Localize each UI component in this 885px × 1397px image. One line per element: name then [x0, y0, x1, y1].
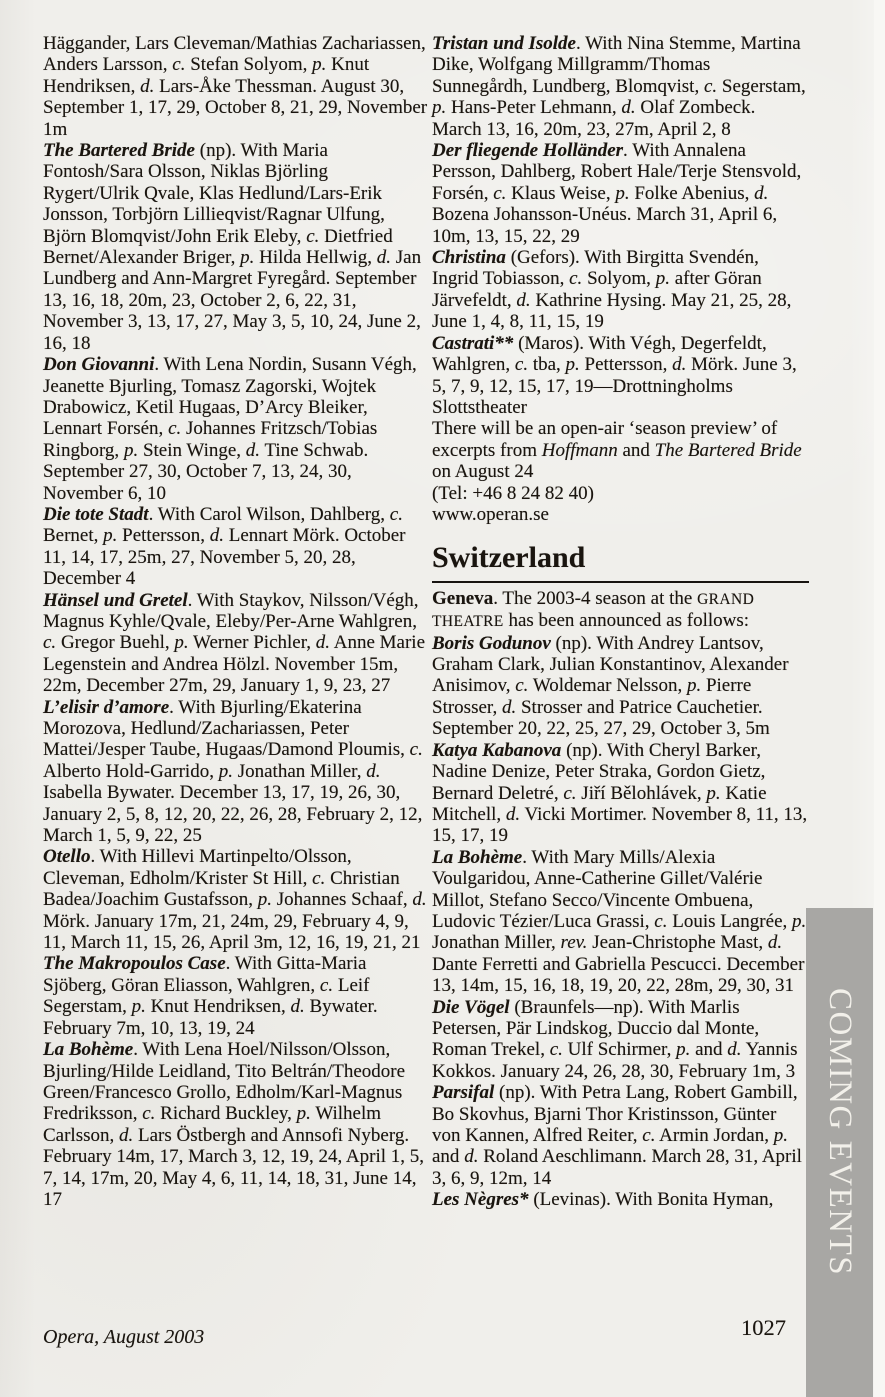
run-text: There will be an open-air ‘season preview’ of excerpts from [432, 418, 778, 461]
role-abbrev: d. [505, 803, 521, 825]
entry-text: (np). With Maria Fontosh/Sara Olsson, Niklas Björling Rygert/Ulrik Qvale, Klas Hedlund/Lars-Erik Jonsson, Torbjörn Lillieqvist/Ragnar Ulfung, Björn Blomqvist/John Erik Eleby, [43, 140, 385, 247]
opera-title: Castrati** [432, 332, 514, 354]
opera-title: Parsifal [432, 1082, 495, 1104]
opera-title: Don Giovanni [43, 354, 155, 376]
opera-entry [432, 33, 809, 140]
role-abbrev: p. [296, 1103, 311, 1125]
role-abbrev: d. [501, 696, 517, 718]
opera-entry [432, 247, 809, 333]
role-abbrev: d. [119, 1124, 134, 1146]
opera-entry [43, 953, 428, 1039]
entry-text: Johannes Schaaf, [272, 889, 413, 911]
role-abbrev: c. [306, 225, 320, 247]
coming-events-label: COMING EVENTS [822, 988, 858, 1277]
run-text: has been announced as follows: [503, 610, 750, 632]
opera-title: La Bohème [43, 1039, 134, 1061]
entry-text: Christian Badea/Joachim Gustafsson, [43, 867, 400, 911]
entry-text: Armin Jordan, [655, 1125, 774, 1146]
entry-text: Bozena Johansson-Unéus. March 31, April 6, 10m, 13, 15, 22, 29 [432, 204, 778, 247]
role-abbrev: d. [464, 1146, 479, 1168]
entry-text: Olaf Zombeck. March 13, 16, 20m, 23, 27m, April 2, 8 [432, 97, 756, 140]
entry-text: Tine Schwab. September 27, 30, October 7, 13, 24, 30, November 6, 10 [43, 439, 369, 504]
entry-text: Leif Segerstam, [43, 974, 370, 1018]
run-text: on August 24 [432, 461, 534, 483]
role-abbrev: p. [123, 439, 139, 461]
opera-title: Katya Kabanova [432, 739, 562, 761]
entry-text: . With Bjurling/Ekaterina Morozova, Hedlund/Zachariassen, Peter Mattei/Jesper Taube, Hugaas/Damond Ploumis, [43, 696, 410, 761]
entry-text: Solyom, [582, 268, 656, 290]
role-abbrev: d. [209, 525, 225, 547]
role-abbrev: c. [312, 867, 326, 889]
role-abbrev: d. [621, 97, 636, 119]
entry-text: (Tel: +46 8 24 82 40) [432, 482, 594, 504]
entry-text: Pierre Strosser, [432, 675, 752, 718]
role-abbrev: rev. [560, 932, 588, 954]
role-abbrev: p. [676, 1039, 691, 1061]
role-abbrev: c. [172, 54, 186, 76]
role-abbrev: c. [642, 1125, 656, 1146]
entry-text: Jonathan Miller, [432, 932, 561, 954]
role-abbrev: p. [131, 996, 146, 1018]
entry-text: Pettersson, [579, 354, 673, 376]
entry-text: (Gefors). With Birgitta Svendén, Ingrid Tobiasson, [432, 247, 759, 290]
opera-title: Die Vögel [432, 996, 510, 1018]
opera-entry [43, 504, 428, 590]
opera-title: Boris Godunov [432, 632, 551, 654]
run-text: The Bartered Bride [654, 439, 802, 461]
entry-text: Stein Winge, [138, 439, 246, 461]
entry-text: Knut Hendriksen, [43, 54, 370, 97]
role-abbrev: p. [792, 910, 807, 932]
entry-text: . With Annalena Persson, Dahlberg, Robert Hale/Terje Stensvold, Forsén, [432, 140, 802, 204]
left-column [43, 33, 428, 1210]
role-abbrev: d. [315, 632, 331, 654]
text-paragraph [432, 418, 809, 482]
opera-entry [432, 997, 809, 1083]
role-abbrev: p. [432, 97, 447, 119]
opera-title: La Bohème [432, 846, 523, 868]
entry-text: (Braunfels—np). With Marlis Petersen, Pär Lindskog, Duccio dal Monte, Roman Trekel, [432, 996, 760, 1061]
role-abbrev: p. [655, 268, 670, 290]
journal-footer: Opera, August 2003 [43, 1326, 205, 1348]
entry-text: Yannis Kokkos. January 24, 26, 28, 30, February 1m, 3 [432, 1039, 798, 1082]
opera-title: Christina [432, 247, 506, 269]
role-abbrev: c. [569, 268, 583, 290]
role-abbrev: d. [754, 182, 769, 204]
run-text: Hoffmann [541, 439, 618, 461]
entry-text: www.operan.se [432, 503, 549, 525]
entry-text: (Levinas). With Bonita Hyman, [528, 1189, 774, 1211]
opera-entry [43, 1039, 428, 1210]
section-heading: Switzerland [432, 542, 809, 583]
entry-text: Johannes Fritzsch/Tobias Ringborg, [43, 418, 378, 461]
role-abbrev: c. [515, 675, 529, 697]
role-abbrev: c. [142, 1103, 156, 1125]
entry-text: (np). With Cheryl Barker, Nadine Denize, Peter Straka, Gordon Gietz, Bernard Deletré, [432, 739, 766, 804]
entry-text: Jean-Christophe Mast, [587, 932, 768, 954]
entry-text: Roland Aeschlimann. March 28, 31, April 3, 6, 9, 12m, 14 [432, 1146, 802, 1189]
role-abbrev: c. [493, 182, 507, 204]
entry-text: (np). With Andrey Lantsov, Graham Clark, Julian Konstantinov, Alexander Anisimov, [432, 632, 789, 697]
opera-entry [43, 697, 428, 847]
opera-entry [432, 633, 809, 740]
entry-text: (np). With Petra Lang, Robert Gambill, Bo Skovhus, Bjarni Thor Kristinsson, Günter von Kannen, Alfred Reiter, [432, 1082, 798, 1146]
opera-entry [432, 847, 809, 997]
role-abbrev: c. [563, 782, 577, 804]
role-abbrev: c. [409, 739, 423, 761]
run-text: and [617, 439, 655, 461]
entry-text: (Maros). With Végh, Degerfeldt, Wahlgren, [432, 332, 767, 376]
entry-text: Werner Pichler, [188, 632, 316, 654]
opera-title: Hänsel und Gretel [43, 589, 188, 611]
opera-title: The Makropoulos Case [43, 953, 226, 975]
role-abbrev: c. [43, 632, 57, 654]
entry-text: Stefan Solyom, [185, 54, 313, 76]
entry-text: . With Mary Mills/Alexia Voulgaridou, Anne-Catherine Gillet/Valérie Millot, Stefano Secco/Vincente Ombuena, Ludovic Tézier/Luca Grassi, [432, 846, 763, 932]
entry-text: Knut Hendriksen, [145, 996, 291, 1018]
entry-text: . With Gitta-Maria Sjöberg, Göran Eliasson, Wahlgren, [43, 953, 367, 996]
run-text: GRAND THEATRE [432, 590, 755, 631]
entry-text: . With Lena Hoel/Nilsson/Olsson, Bjurling/Hilde Leidland, Tito Beltrán/Theodore Green/Francesco Grollo, Edholm/Karl-Magnus Fredriksson, [43, 1039, 406, 1125]
opera-entry [43, 140, 428, 354]
role-abbrev: c. [703, 75, 718, 97]
run-text: Geneva [432, 587, 494, 609]
entry-text: Kathrine Hysing. May 21, 25, 28, June 1, 4, 8, 11, 15, 19 [432, 289, 792, 333]
entry-text: . With Hillevi Martinpelto/Olsson, Cleveman, Edholm/Krister St Hill, [43, 846, 352, 889]
opera-entry [432, 483, 809, 504]
opera-entry [432, 1082, 809, 1189]
role-abbrev: p. [773, 1125, 788, 1146]
run-text: . The 2003-4 season at the [493, 587, 698, 609]
entry-text: Lars-Åke Thessman. August 30, September 1, 17, 29, October 8, 21, 29, November 1m [43, 75, 428, 140]
opera-title: Tristan und Isolde [432, 33, 576, 54]
role-abbrev: d. [140, 75, 155, 97]
paper-edge [874, 0, 885, 1397]
entry-text: Woldemar Nelsson, [528, 675, 687, 697]
right-column [432, 33, 809, 1211]
entry-text: Ulf Schirmer, [562, 1039, 677, 1061]
entry-text: Häggander, Lars Cleveman/Mathias Zachariassen, Anders Larsson, [43, 33, 426, 76]
entry-text: and [690, 1039, 728, 1061]
entry-text: Dietfried Bernet/Alexander Briger, [43, 225, 393, 269]
role-abbrev: c. [389, 503, 403, 525]
entry-text: . With Staykov, Nilsson/Végh, Magnus Kyhle/Qvale, Eleby/Per-Arne Wahlgren, [43, 589, 419, 632]
page-number: 1027 [741, 1315, 786, 1340]
entry-text: Mörk. June 3, 5, 7, 9, 12, 15, 17, 19—Drottningholms Slottstheater [432, 354, 797, 418]
entry-text: Jonathan Miller, [232, 760, 367, 782]
entry-text: Isabella Bywater. December 13, 17, 19, 26, 30, January 2, 5, 8, 12, 20, 22, 26, 28, February 2, 12, March 1, 5, 9, 22, 25 [43, 782, 423, 847]
opera-title: The Bartered Bride [43, 140, 195, 162]
role-abbrev: p. [312, 54, 327, 76]
opera-title: Die tote Stadt [43, 503, 149, 525]
role-abbrev: p. [174, 632, 189, 654]
entry-text: Alberto Hold-Garrido, [43, 760, 219, 782]
entry-text: Vicki Mortimer. November 8, 11, 13, 15, 17, 19 [432, 803, 808, 847]
entry-text: Anne Marie Legenstein and Andrea Hölzl. November 15m, 22m, December 27m, 29, January 1, 9, 23, 27 [43, 632, 426, 697]
text-paragraph [432, 588, 809, 633]
opera-entry [43, 590, 428, 697]
entry-text: Bernet, [43, 525, 104, 547]
entry-text: Gregor Buehl, [56, 632, 175, 654]
opera-title: Les Nègres* [432, 1189, 529, 1211]
role-abbrev: c. [514, 354, 529, 376]
entry-text: Folke Abenius, [629, 182, 755, 204]
entry-text: Segerstam, [717, 75, 806, 97]
entry-text: Lars Östbergh and Annsofi Nyberg. February 14m, 17, March 3, 12, 19, 24, April 1, 5, 7, 14, 17m, 20, May 4, 6, 11, 14, 18, 31, June 14, 17 [43, 1124, 425, 1210]
opera-entry [43, 846, 428, 953]
role-abbrev: p. [240, 247, 255, 269]
entry-text: Wilhelm Carlsson, [43, 1103, 382, 1146]
entry-text: Lennart Mörk. October 11, 14, 17, 25m, 27, November 5, 20, 28, December 4 [43, 525, 406, 590]
coming-events-tab [806, 908, 873, 1397]
entry-text: Mörk. January 17m, 21, 24m, 29, February 4, 9, 11, March 11, 15, 26, April 3m, 12, 16, 19, 21, 21 [43, 910, 421, 954]
entry-text: Hilda Hellwig, [254, 247, 377, 269]
opera-entry [432, 333, 809, 419]
entry-text: Dante Ferretti and Gabriella Pescucci. December 13, 14m, 15, 16, 18, 19, 20, 22, 28m, 29, 30, 31 [432, 953, 805, 997]
entry-text: Richard Buckley, [155, 1103, 297, 1125]
entry-text: after Göran Järvefeldt, [432, 268, 762, 311]
role-abbrev: p. [706, 782, 721, 804]
role-abbrev: d. [767, 932, 783, 954]
entry-text: and [432, 1146, 465, 1168]
entry-text: tba, [528, 354, 566, 376]
opera-entry [432, 504, 809, 525]
role-abbrev: c. [654, 910, 668, 932]
role-abbrev: p. [218, 760, 233, 782]
role-abbrev: p. [615, 182, 630, 204]
entry-text: Strosser and Patrice Cauchetier. September 20, 22, 25, 27, 29, October 3, 5m [432, 696, 770, 740]
opera-title: Otello [43, 846, 91, 868]
entry-text: Jan Lundberg and Ann-Margret Fyregård. September 13, 16, 18, 20m, 23, October 2, 6, 22, 31, November 3, 13, 17, 27, May 3, 5, 10, 24, June 2, 16, 18 [43, 247, 422, 354]
role-abbrev: d. [412, 889, 427, 911]
entry-text: Hans-Peter Lehmann, [446, 97, 622, 119]
role-abbrev: p. [565, 354, 580, 376]
entry-text: . With Nina Stemme, Martina Dike, Wolfgang Millgramm/Thomas Sunnegårdh, Lundberg, Blomqvist, [432, 33, 801, 97]
opera-entry [432, 140, 809, 247]
role-abbrev: d. [516, 289, 531, 311]
role-abbrev: d. [290, 996, 305, 1018]
role-abbrev: c. [168, 418, 182, 440]
role-abbrev: c. [549, 1039, 563, 1061]
opera-entry [432, 740, 809, 847]
opera-entry [432, 1189, 809, 1210]
role-abbrev: p. [103, 525, 118, 547]
opera-entry [43, 354, 428, 504]
entry-text: Pettersson, [117, 525, 210, 547]
role-abbrev: p. [686, 675, 702, 697]
role-abbrev: d. [245, 439, 261, 461]
entry-text: Bywater. February 7m, 10, 13, 19, 24 [43, 996, 378, 1039]
role-abbrev: p. [257, 889, 273, 911]
entry-text: Katie Mitchell, [432, 782, 767, 825]
role-abbrev: d. [672, 354, 687, 376]
entry-text: Louis Langrée, [667, 910, 792, 932]
role-abbrev: d. [366, 760, 381, 782]
entry-text: Jiří Bělohlávek, [576, 782, 707, 804]
opera-title: L’elisir d’amore [43, 696, 170, 718]
role-abbrev: d. [727, 1039, 742, 1061]
entry-text: . With Lena Nordin, Susann Végh, Jeanette Bjurling, Tomasz Zagorski, Wojtek Drabowicz, Ketil Hugaas, D’Arcy Bleiker, Lennart Forsén, [43, 354, 417, 440]
role-abbrev: c. [319, 974, 334, 996]
opera-entry [43, 33, 428, 140]
entry-text: . With Carol Wilson, Dahlberg, [148, 503, 390, 525]
entry-text: Klaus Weise, [506, 182, 616, 204]
role-abbrev: d. [376, 247, 392, 269]
opera-title: Der fliegende Holländer [432, 140, 624, 162]
